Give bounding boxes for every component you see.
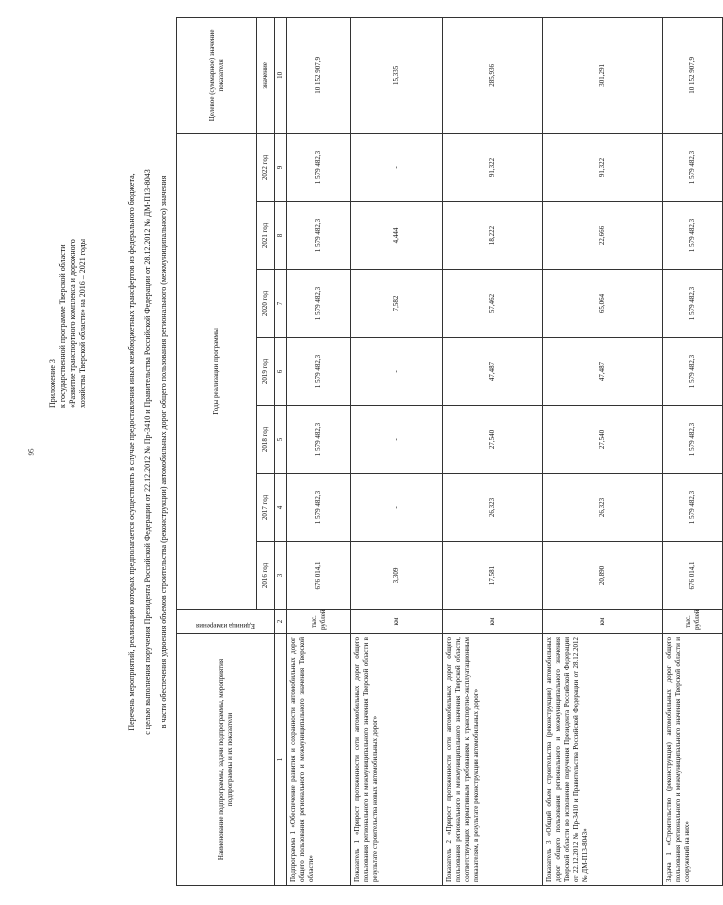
row-value: - [351, 406, 443, 474]
header-year: 2018 год [257, 406, 275, 474]
row-value: 65,064 [543, 270, 663, 338]
column-number: 7 [275, 270, 287, 338]
row-value: 26,323 [543, 474, 663, 542]
header-year: 2022 год [257, 133, 275, 201]
appendix-line: к государственной программе Тверской области [58, 244, 67, 408]
page-number: 95 [27, 448, 36, 456]
header-name: Наименование подпрограммы, задачи подпрограммы, мероприятия подпрограммы и их показатели [177, 634, 275, 886]
row-value: 20,890 [543, 542, 663, 610]
title-line: Перечень мероприятий, реализацию которых предполагается осуществлять в случае предоставления иных межбюджетных трансфертов из федерального бюджета, [127, 173, 136, 731]
column-number: 4 [275, 474, 287, 542]
row-name: Задача 1 «Строительство (реконструкция) автомобильных дорог общего пользования регионального и межмуниципального значения Тверской области и сооружений на них» [663, 634, 723, 886]
row-value: 18,222 [443, 202, 543, 270]
table-row-indicator-1 [351, 17, 443, 885]
header-target-group: Целевое (суммарное) значение показателя [177, 17, 257, 133]
row-target: 15,335 [351, 17, 443, 133]
row-unit: км [351, 610, 443, 634]
title-line: в части обеспечения удвоения объемов строительства (реконструкции) автомобильных дорог общего пользования регионального (межмуниципального) значения [159, 175, 168, 729]
row-value: 3,309 [351, 542, 443, 610]
row-value: 47,487 [543, 338, 663, 406]
header-year: 2016 год [257, 542, 275, 610]
appendix-block [48, 178, 88, 408]
column-number: 1 [275, 634, 287, 886]
table-row-task-1 [663, 17, 723, 885]
document-title [124, 18, 172, 886]
table-header-row [177, 17, 257, 885]
header-year: 2021 год [257, 202, 275, 270]
row-value: 1 579 482,3 [663, 202, 723, 270]
measures-table [176, 17, 723, 886]
header-target-value: значение [257, 17, 275, 133]
row-value: 1 579 482,3 [663, 133, 723, 201]
title-line: с целью выполнения поручения Президента Российской Федерации от 22.12.2012 № Пр-3410 и Правительства Российской Федерации от 28.12.2012 № ДМ-П13-8043 [143, 169, 152, 735]
header-unit: Единица измерения [196, 622, 255, 630]
row-name: Подпрограмма 1 «Обеспечение развития и сохранности автомобильных дорог общего пользования регионального и межмуниципального значения Тверской области» [287, 634, 351, 886]
row-name: Показатель 3 «Общий объем строительства (реконструкции) автомобильных дорог общего пользования регионального и межмуниципального значения Тверской области во исполнение поручения Президента Российской Федерации от 22.12.2012 № Пр-3410 и Правительства Российской Федерации от 28.12.2012 № ДМ-П13-8043» [543, 634, 663, 886]
row-value: 1 579 482,3 [287, 270, 351, 338]
row-value: 47,487 [443, 338, 543, 406]
row-value: 27,540 [543, 406, 663, 474]
header-year: 2020 год [257, 270, 275, 338]
row-value: 1 579 482,3 [287, 202, 351, 270]
row-value: 1 579 482,3 [287, 474, 351, 542]
table-row-indicator-2 [443, 17, 543, 885]
column-number: 9 [275, 133, 287, 201]
row-value: - [351, 474, 443, 542]
header-unit-cell [177, 610, 275, 634]
row-unit: км [443, 610, 543, 634]
header-years-group: Годы реализации программы [177, 133, 257, 609]
row-value: 17,581 [443, 542, 543, 610]
appendix-line: «Развитие транспортного комплекса и дорожного [68, 239, 77, 408]
row-target: 10 152 907,9 [287, 17, 351, 133]
row-target: 285,936 [443, 17, 543, 133]
table-row-indicator-3 [543, 17, 663, 885]
column-number: 8 [275, 202, 287, 270]
column-number: 2 [275, 610, 287, 634]
row-value: - [351, 338, 443, 406]
row-value: 7,582 [351, 270, 443, 338]
row-value: 22,666 [543, 202, 663, 270]
table-row-subprogram [287, 17, 351, 885]
column-number: 10 [275, 17, 287, 133]
row-unit: тыс. рублей [287, 610, 351, 634]
row-value: 676 014,1 [287, 542, 351, 610]
row-value: 1 579 482,3 [663, 474, 723, 542]
row-unit: км [543, 610, 663, 634]
header-year: 2019 год [257, 338, 275, 406]
row-target: 10 152 907,9 [663, 17, 723, 133]
row-value: 1 579 482,3 [663, 338, 723, 406]
row-name: Показатель 2 «Прирост протяженности сети автомобильных дорог общего пользования регионального и межмуниципального значения Тверской области, соответствующих нормативным требованиям к транспортно-эксплуатационным показателям, в результате реконструкции автомобильных дорог» [443, 634, 543, 886]
column-number: 3 [275, 542, 287, 610]
row-value: 1 579 482,3 [287, 338, 351, 406]
column-number: 6 [275, 338, 287, 406]
column-number-row [275, 17, 287, 885]
row-value: 1 579 482,3 [663, 406, 723, 474]
header-year: 2017 год [257, 474, 275, 542]
rotated-page-content [18, 18, 701, 886]
column-number: 5 [275, 406, 287, 474]
row-value: 4,444 [351, 202, 443, 270]
row-value: 91,322 [543, 133, 663, 201]
row-value: - [351, 133, 443, 201]
appendix-line: Приложение 3 [48, 359, 57, 408]
row-value: 57,462 [443, 270, 543, 338]
row-value: 1 579 482,3 [663, 270, 723, 338]
row-target: 301,291 [543, 17, 663, 133]
row-value: 27,540 [443, 406, 543, 474]
row-name: Показатель 1 «Прирост протяженности сети автомобильных дорог общего пользования регионального и межмуниципального значения Тверской области в результате строительства новых автомобильных дорог» [351, 634, 443, 886]
row-value: 26,323 [443, 474, 543, 542]
row-value: 676 014,1 [663, 542, 723, 610]
row-value: 1 579 482,3 [287, 133, 351, 201]
row-unit: тыс. рублей [663, 610, 723, 634]
appendix-line: хозяйства Тверской области» на 2016 – 2021 годы [78, 238, 87, 408]
row-value: 1 579 482,3 [287, 406, 351, 474]
row-value: 91,322 [443, 133, 543, 201]
